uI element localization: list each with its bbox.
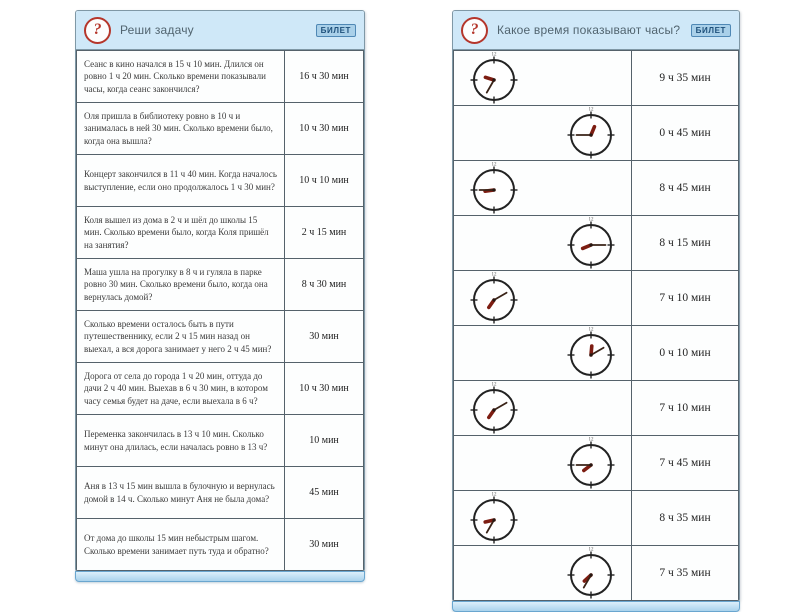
clock-center-dot [589, 133, 592, 136]
question-text: Дорога от села до города 1 ч 20 мин, оттуда до дачи 2 ч 40 мин. Выехав в 6 ч 30 мин, в котором часу семья будет на даче, если выехала в 6 ч? [77, 363, 285, 415]
analog-clock-icon [470, 161, 518, 215]
table-row [77, 259, 364, 311]
time-text: 0 ч 10 мин [632, 326, 739, 381]
analog-clock-icon [470, 381, 518, 435]
clock-top-label: 12 [588, 327, 594, 333]
clocks-card-title: Какое время показывают часы? [497, 23, 681, 37]
clock-top-label: 12 [491, 52, 497, 58]
table-row [77, 155, 364, 207]
problems-card-header [76, 11, 364, 50]
clock-cell [454, 546, 632, 601]
table-row [454, 161, 739, 216]
logo-badge: БИЛЕТ [316, 24, 356, 37]
analog-clock-icon [470, 491, 518, 545]
clock-cell [454, 436, 632, 491]
clock-cell [454, 161, 632, 216]
clock-cell [454, 381, 632, 436]
clock-wrap [470, 106, 615, 160]
question-text: Маша ушла на прогулку в 8 ч и гуляла в парке ровно 30 мин. Сколько времени было, когда она вернулась домой? [77, 259, 285, 311]
answer-text: 10 ч 30 мин [285, 103, 364, 155]
analog-clock-icon [567, 436, 615, 490]
card-bottom-strip [452, 601, 740, 612]
answer-text: 45 мин [285, 467, 364, 519]
clock-cell [454, 491, 632, 546]
clock-top-label: 12 [491, 162, 497, 168]
clock-wrap [470, 436, 615, 490]
clock-wrap [470, 216, 615, 270]
table-row [454, 271, 739, 326]
analog-clock-icon [567, 546, 615, 600]
clock-center-dot [589, 353, 592, 356]
table-row [77, 207, 364, 259]
table-row [454, 436, 739, 491]
question-mark-icon: ? [84, 17, 111, 44]
answer-text: 30 мин [285, 519, 364, 571]
answer-text: 8 ч 30 мин [285, 259, 364, 311]
card-bottom-strip [75, 571, 365, 582]
question-text: Сеанс в кино начался в 15 ч 10 мин. Длился он ровно 1 ч 20 мин. Сколько времени показывали часы, когда сеанс закончился? [77, 51, 285, 103]
answer-text: 2 ч 15 мин [285, 207, 364, 259]
answer-text: 10 ч 30 мин [285, 363, 364, 415]
table-row [454, 106, 739, 161]
time-text: 7 ч 45 мин [632, 436, 739, 491]
table-row [454, 381, 739, 436]
clock-top-label: 12 [491, 382, 497, 388]
clock-center-dot [492, 298, 495, 301]
clock-center-dot [492, 78, 495, 81]
clock-center-dot [492, 408, 495, 411]
problems-card-body [75, 10, 365, 572]
time-text: 8 ч 45 мин [632, 161, 739, 216]
clock-top-label: 12 [588, 107, 594, 113]
table-row [454, 216, 739, 271]
logo-badge: БИЛЕТ [691, 24, 731, 37]
analog-clock-icon [470, 51, 518, 105]
problems-table [76, 50, 364, 571]
table-row [77, 519, 364, 571]
table-row [77, 467, 364, 519]
analog-clock-icon [567, 326, 615, 380]
table-row [77, 103, 364, 155]
question-text: Переменка закончилась в 13 ч 10 мин. Сколько минут она длилась, если началась ровно в 13 ч? [77, 415, 285, 467]
table-row [77, 415, 364, 467]
clock-center-dot [589, 573, 592, 576]
clocks-card-header [453, 11, 739, 50]
table-row [454, 326, 739, 381]
answer-text: 10 ч 10 мин [285, 155, 364, 207]
clock-top-label: 12 [491, 492, 497, 498]
time-text: 7 ч 10 мин [632, 381, 739, 436]
time-text: 7 ч 10 мин [632, 271, 739, 326]
clock-top-label: 12 [588, 437, 594, 443]
clock-center-dot [492, 518, 495, 521]
question-text: Оля пришла в библиотеку ровно в 10 ч и занималась в ней 30 мин. Сколько времени было, когда она вышла? [77, 103, 285, 155]
clock-cell [454, 106, 632, 161]
analog-clock-icon [567, 106, 615, 160]
table-row [77, 363, 364, 415]
problems-card-title: Реши задачу [120, 23, 194, 37]
question-text: От дома до школы 15 мин небыстрым шагом. Сколько времени занимает путь туда и обратно? [77, 519, 285, 571]
clock-wrap [470, 491, 615, 545]
answer-text: 30 мин [285, 311, 364, 363]
time-text: 9 ч 35 мин [632, 51, 739, 106]
problems-card [75, 10, 365, 582]
question-text: Сколько времени осталось быть в пути путешественнику, если 2 ч 15 мин назад он выехал, а вся дорога занимает у него 2 ч 45 мин? [77, 311, 285, 363]
time-text: 8 ч 15 мин [632, 216, 739, 271]
clock-wrap [470, 381, 615, 435]
clock-top-label: 12 [588, 547, 594, 553]
answer-text: 10 мин [285, 415, 364, 467]
clock-cell [454, 216, 632, 271]
question-mark-icon: ? [461, 17, 488, 44]
table-row [77, 311, 364, 363]
clock-center-dot [492, 188, 495, 191]
clocks-table [453, 50, 739, 601]
clock-wrap [470, 271, 615, 325]
table-row [77, 51, 364, 103]
time-text: 7 ч 35 мин [632, 546, 739, 601]
question-text: Аня в 13 ч 15 мин вышла в булочную и вернулась домой в 14 ч. Сколько минут Аня не была дома? [77, 467, 285, 519]
clocks-card-body [452, 10, 740, 602]
clock-wrap [470, 326, 615, 380]
clocks-card [452, 10, 740, 612]
clock-center-dot [589, 243, 592, 246]
question-text: Концерт закончился в 11 ч 40 мин. Когда началось выступление, если оно продолжалось 1 ч 30 мин? [77, 155, 285, 207]
clock-top-label: 12 [588, 217, 594, 223]
table-row [454, 491, 739, 546]
clock-top-label: 12 [491, 272, 497, 278]
analog-clock-icon [567, 216, 615, 270]
clock-center-dot [589, 463, 592, 466]
clock-cell [454, 271, 632, 326]
analog-clock-icon [470, 271, 518, 325]
clock-wrap [470, 546, 615, 600]
clock-cell [454, 51, 632, 106]
question-text: Коля вышел из дома в 2 ч и шёл до школы 15 мин. Сколько времени было, когда Коля пришёл на занятия? [77, 207, 285, 259]
clock-cell [454, 326, 632, 381]
time-text: 8 ч 35 мин [632, 491, 739, 546]
table-row [454, 546, 739, 601]
time-text: 0 ч 45 мин [632, 106, 739, 161]
clock-wrap [470, 51, 615, 105]
table-row [454, 51, 739, 106]
clock-wrap [470, 161, 615, 215]
answer-text: 16 ч 30 мин [285, 51, 364, 103]
